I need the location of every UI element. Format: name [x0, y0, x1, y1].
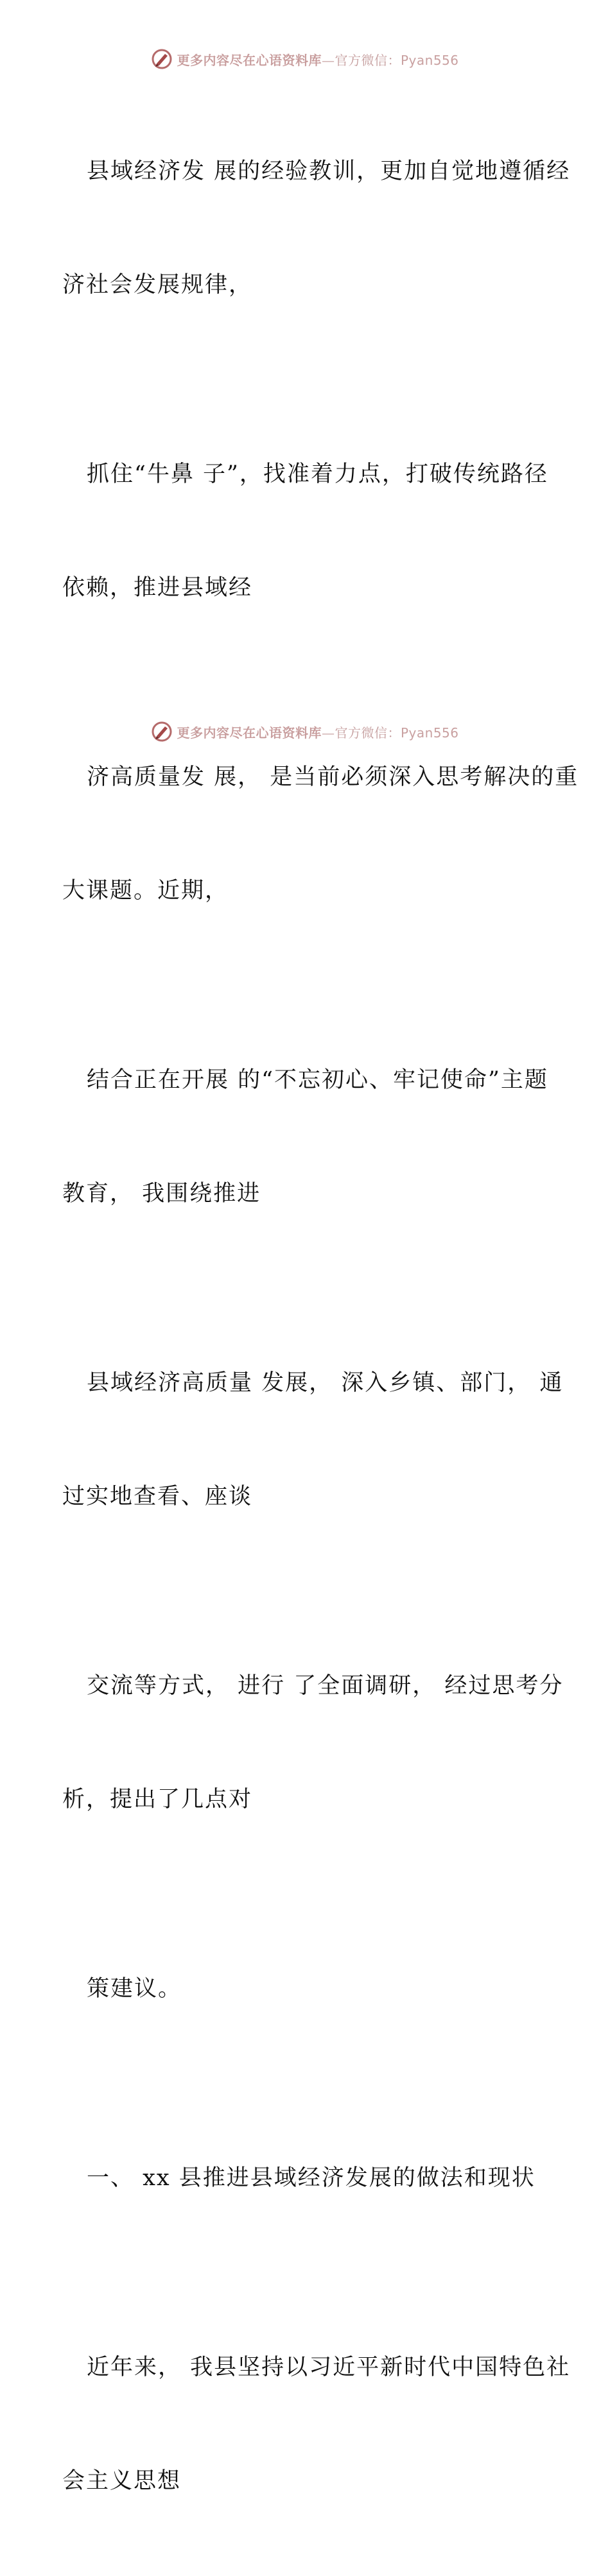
text-line: 策建议。	[87, 1976, 182, 2002]
paragraph	[62, 1592, 564, 1894]
text-line: 教育， 我围绕推进	[62, 1181, 261, 1206]
pen-logo-icon	[151, 48, 173, 70]
paragraph	[62, 1894, 550, 2084]
text-line: 近年来， 我县坚持以习近平新时代中国特色社	[87, 2355, 571, 2380]
text-line: 析，提出了几点对	[62, 1787, 253, 1812]
text-line: 过实地查看、座谈	[62, 1484, 253, 1509]
watermark-text: 更多内容尽在心语资料库—官方微信：Pyan556	[177, 52, 459, 68]
paragraph	[62, 986, 550, 1289]
text-line: 县域经济高质量 发展， 深入乡镇、部门， 通	[87, 1370, 564, 1396]
paragraph	[62, 2273, 571, 2576]
watermark-text: 更多内容尽在心语资料库—官方微信：Pyan556	[177, 725, 459, 741]
section-heading	[62, 2084, 550, 2273]
text-line: 交流等方式， 进行 了全面调研， 经过思考分	[87, 1673, 564, 1699]
watermark-header	[0, 46, 610, 72]
pen-logo-icon	[151, 721, 173, 743]
paragraph	[62, 380, 550, 683]
text-line: 会主义思想	[62, 2468, 182, 2494]
text-line: 县域经济发 展的经验教训，更加自觉地遵循经	[87, 159, 571, 184]
text-line: 依赖，推进县域经	[62, 575, 253, 601]
watermark-footer	[0, 719, 610, 744]
text-line: 大课题。近期，	[62, 878, 229, 904]
text-line: 结合正在开展 的“不忘初心、牢记使命”主题	[87, 1067, 548, 1093]
paragraph	[62, 77, 571, 380]
text-line: 一、 xx 县推进县域经济发展的做法和现状	[87, 2165, 536, 2191]
document-body	[62, 77, 579, 2576]
paragraph	[62, 1289, 564, 1592]
text-line: 抓住“牛鼻 子”，找准着力点，打破传统路径	[87, 461, 548, 487]
text-line: 济高质量发 展， 是当前必须深入思考解决的重	[87, 764, 579, 790]
text-line: 济社会发展规律，	[62, 272, 253, 298]
